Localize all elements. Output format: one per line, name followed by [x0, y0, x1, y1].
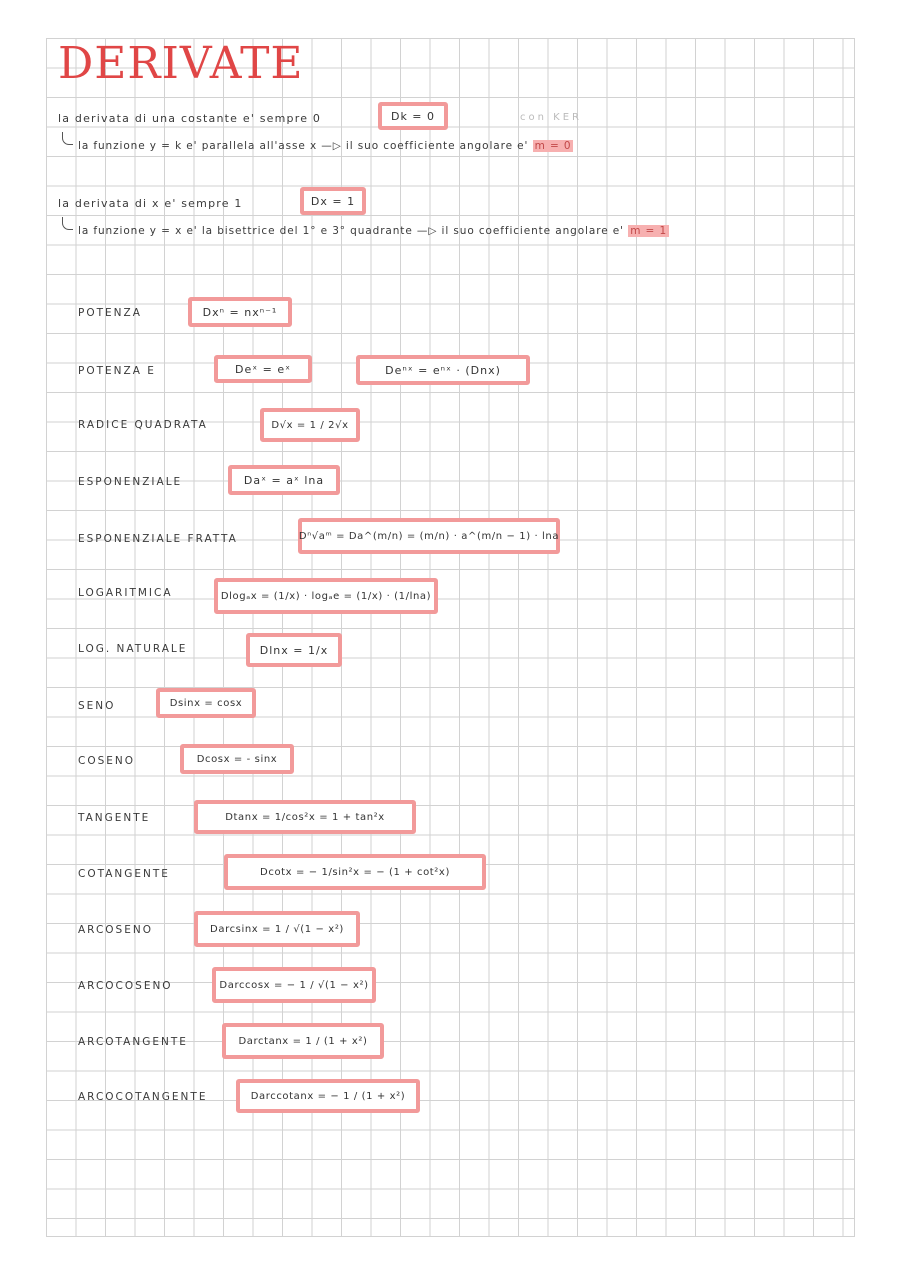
rule-label-tangente: TANGENTE — [78, 812, 151, 824]
formula-box-log-naturale: Dlnx = 1/x — [246, 633, 342, 667]
rule-label-potenza-e: POTENZA E — [78, 365, 156, 377]
rule-label-log-naturale: LOG. NATURALE — [78, 643, 188, 655]
arrow-hook-icon — [62, 217, 73, 230]
formula-box-arcocotangente: Darccotanx = − 1 / (1 + x²) — [236, 1079, 420, 1113]
intro-line-bisector — [78, 225, 669, 237]
rule-label-esponenziale: ESPONENZIALE — [78, 476, 183, 488]
intro-line-parallel — [78, 140, 573, 152]
rule-label-potenza: POTENZA — [78, 307, 142, 319]
formula-box-constant: Dk = 0 — [378, 102, 448, 130]
note-constant: con KER — [520, 112, 582, 123]
formula-box-arcocoseno: Darccosx = − 1 / √(1 − x²) — [212, 967, 376, 1003]
formula-box-logaritmica: Dlogₐx = (1/x) · logₐe = (1/x) · (1/lna) — [214, 578, 438, 614]
formula-box-arcotangente: Darctanx = 1 / (1 + x²) — [222, 1023, 384, 1059]
rule-label-radice: RADICE QUADRATA — [78, 419, 208, 431]
formula-box-arcoseno: Darcsinx = 1 / √(1 − x²) — [194, 911, 360, 947]
formula-box-x: Dx = 1 — [300, 187, 366, 215]
rule-label-esponenziale-fratta: ESPONENZIALE FRATTA — [78, 533, 238, 545]
formula-box-cotangente: Dcotx = − 1/sin²x = − (1 + cot²x) — [224, 854, 486, 890]
formula-box-esponenziale: Daˣ = aˣ lna — [228, 465, 340, 495]
rule-label-arcotangente: ARCOTANGENTE — [78, 1036, 188, 1048]
grid-paper — [46, 38, 855, 1237]
rule-label-seno: SENO — [78, 700, 116, 712]
rule-label-logaritmica: LOGARITMICA — [78, 587, 173, 599]
formula-box-seno: Dsinx = cosx — [156, 688, 256, 718]
formula-box-radice: D√x = 1 / 2√x — [260, 408, 360, 442]
formula-box-potenza: Dxⁿ = nxⁿ⁻¹ — [188, 297, 292, 327]
intro-line-bisector-text: la funzione y = x e' la bisettrice del 1° e 3° quadrante —▷ il suo coefficiente angolare e' — [78, 225, 624, 237]
formula-box-potenza-e-composta: Deⁿˣ = eⁿˣ · (Dnx) — [356, 355, 530, 385]
formula-box-esponenziale-fratta: Dⁿ√aᵐ = Da^(m/n) = (m/n) · a^(m/n − 1) · lna — [298, 518, 560, 554]
formula-box-coseno: Dcosx = - sinx — [180, 744, 294, 774]
page-title: DERIVATE — [58, 38, 304, 89]
formula-box-potenza-e: Deˣ = eˣ — [214, 355, 312, 383]
formula-box-tangente: Dtanx = 1/cos²x = 1 + tan²x — [194, 800, 416, 834]
intro-line-x: la derivata di x e' sempre 1 — [58, 197, 243, 210]
rule-label-arcoseno: ARCOSENO — [78, 924, 153, 936]
arrow-hook-icon — [62, 132, 73, 145]
rule-label-arcocotangente: ARCOCOTANGENTE — [78, 1091, 208, 1103]
rule-label-cotangente: COTANGENTE — [78, 868, 170, 880]
rule-label-coseno: COSENO — [78, 755, 136, 767]
slope-highlight-1: m = 1 — [630, 225, 668, 237]
intro-line-parallel-text: la funzione y = k e' parallela all'asse x —▷ il suo coefficiente angolare e' — [78, 140, 529, 152]
intro-line-constant: la derivata di una costante e' sempre 0 — [58, 112, 322, 125]
slope-highlight-0: m = 0 — [534, 140, 572, 152]
rule-label-arcocoseno: ARCOCOSENO — [78, 980, 173, 992]
